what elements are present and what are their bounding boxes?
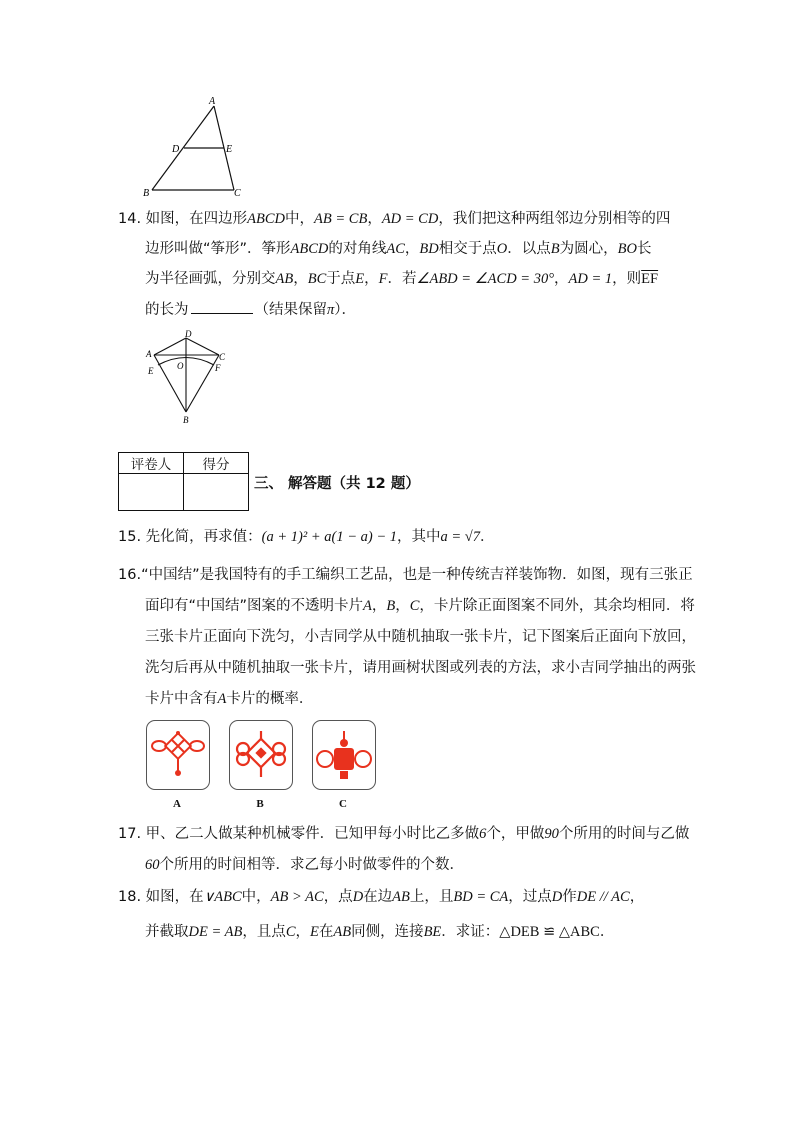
q16-line2: 面印有“中国结”图案的不透明卡片A，B，C，卡片除正面图案不同外，其余均相同．将	[145, 598, 695, 614]
reviewer-cell[interactable]	[119, 474, 184, 511]
svg-text:O: O	[177, 361, 184, 371]
q16-line1: 16.“中国结”是我国特有的手工编织工艺品，也是一种传统吉祥装饰物．如图，现有三张正	[118, 567, 693, 583]
label-d: D	[172, 144, 180, 155]
score-header: 得分	[184, 453, 249, 474]
svg-text:C: C	[219, 352, 226, 362]
q16-line4: 洗匀后再从中随机抽取一张卡片，请用画树状图或列表的方法，求小吉同学抽出的两张	[145, 660, 696, 676]
label-a: A	[209, 96, 216, 107]
svg-text:D: D	[185, 329, 192, 339]
answer-blank	[191, 301, 253, 314]
triangle-figure	[138, 94, 248, 200]
q15-line: 15. 先化简，再求值：(a + 1)² + a(1 − a) − 1，其中a = √7．	[118, 529, 495, 545]
q14-line3: 为半径画弧，分别交AB，BC于点E，F．若∠ABD = ∠ACD = 30°，AD = 1，则$\overline{EF}$	[145, 271, 659, 287]
label-b: B	[143, 188, 150, 199]
reviewer-header: 评卷人	[119, 453, 184, 474]
label-c: C	[234, 188, 241, 199]
svg-text:F: F	[215, 363, 221, 373]
card-label-c: C	[339, 798, 347, 810]
score-table	[118, 452, 249, 511]
q14-line4: 的长为 （结果保留π）．	[145, 302, 357, 318]
section-heading: 三、 解答题（共 12 题）	[254, 476, 420, 492]
svg-text:E: E	[148, 366, 154, 376]
card-c	[312, 720, 376, 790]
card-label-b: B	[256, 798, 264, 810]
chinese-knot-icon	[147, 721, 209, 789]
score-cell[interactable]	[184, 474, 249, 511]
q18-line1: 18. 如图，在∨ABC中，AB > AC，点D在边AB上，且BD = CA，过点D作DE // AC，	[118, 889, 645, 905]
kite-figure	[142, 328, 237, 426]
q16-line5: 卡片中含有A卡片的概率．	[145, 691, 314, 707]
q18-line2: 并截取DE = AB，且点C，E在AB同侧，连接BE．求证：△DEB ≌ △ABC．	[145, 924, 615, 940]
chinese-knot-icon	[230, 721, 292, 789]
svg-text:B: B	[183, 415, 189, 425]
card-a	[146, 720, 210, 790]
label-e: E	[226, 144, 233, 155]
chinese-knot-icon	[313, 721, 375, 789]
q16-line3: 三张卡片正面向下洗匀，小吉同学从中随机抽取一张卡片，记下图案后正面向下放回，	[145, 629, 696, 645]
q17-line1: 17. 甲、乙二人做某种机械零件．已知甲每小时比乙多做6个，甲做90个所用的时间与乙做	[118, 826, 690, 842]
q17-line2: 60个所用的时间相等．求乙每小时做零件的个数．	[145, 857, 464, 873]
q14-line1: 14. 如图，在四边形ABCD中，AB = CB，AD = CD，我们把这种两组邻边分别相等的四	[118, 211, 671, 227]
card-label-a: A	[173, 798, 181, 810]
svg-text:A: A	[146, 349, 152, 359]
card-b	[229, 720, 293, 790]
q14-line2: 边形叫做“筝形”．筝形ABCD的对角线AC，BD相交于点O．以点B为圆心，BO长	[145, 241, 652, 257]
